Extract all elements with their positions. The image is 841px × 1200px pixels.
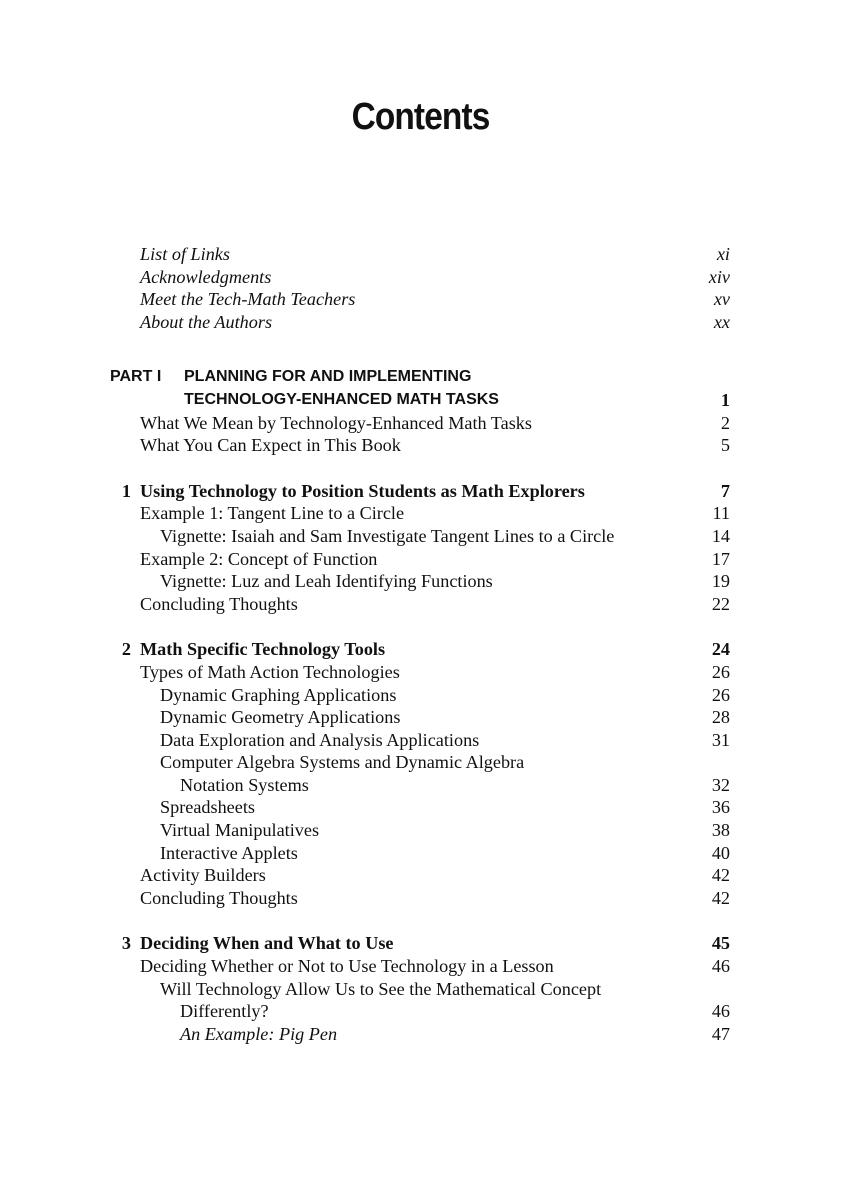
toc-entry bbox=[0, 548, 841, 571]
entry-page: 28 bbox=[711, 707, 730, 728]
toc-entry bbox=[0, 729, 841, 752]
entry-page: 14 bbox=[711, 525, 730, 546]
entry-page: 32 bbox=[711, 774, 730, 795]
entry-title: Vignette: Luz and Leah Identifying Functions bbox=[160, 571, 493, 592]
chapter-title: Math Specific Technology Tools bbox=[140, 639, 386, 660]
toc-entry bbox=[0, 502, 841, 525]
entry-title: Dynamic Graphing Applications bbox=[160, 684, 397, 705]
spacer bbox=[0, 333, 841, 366]
entry-title: Deciding Whether or Not to Use Technology in a Lesson bbox=[140, 956, 554, 977]
entry-page: 46 bbox=[711, 956, 730, 977]
entry-page: 46 bbox=[711, 1001, 730, 1022]
entry-title: Interactive Applets bbox=[160, 842, 298, 863]
toc-entry bbox=[0, 955, 841, 978]
toc-entry bbox=[0, 751, 841, 774]
entry-title: Differently? bbox=[180, 1001, 269, 1022]
toc-entry bbox=[0, 593, 841, 616]
entry-title: Example 1: Tangent Line to a Circle bbox=[140, 503, 405, 524]
entry-title: Meet the Tech-Math Teachers bbox=[140, 289, 356, 310]
entry-page: 36 bbox=[711, 797, 730, 818]
entry-title: Concluding Thoughts bbox=[140, 593, 298, 614]
toc-entry bbox=[0, 774, 841, 797]
entry-page: 31 bbox=[711, 729, 730, 750]
spacer bbox=[0, 909, 841, 932]
entry-page: 38 bbox=[711, 820, 730, 841]
entry-title: Virtual Manipulatives bbox=[160, 820, 320, 841]
toc-entry bbox=[0, 1000, 841, 1023]
spacer bbox=[0, 457, 841, 480]
chapter-heading bbox=[0, 638, 841, 661]
entry-title: What You Can Expect in This Book bbox=[140, 435, 401, 456]
toc-entry bbox=[0, 842, 841, 865]
toc-entry bbox=[0, 978, 841, 1001]
toc-entry bbox=[0, 1023, 841, 1046]
entry-page: 2 bbox=[720, 412, 730, 433]
chapter-number: 2 bbox=[121, 639, 131, 660]
toc-entry bbox=[0, 266, 841, 289]
toc-entry bbox=[0, 684, 841, 707]
entry-page: 5 bbox=[720, 435, 730, 456]
chapter-page: 45 bbox=[711, 933, 730, 954]
part-page: 1 bbox=[720, 389, 730, 410]
toc-entry bbox=[0, 706, 841, 729]
entry-page: 47 bbox=[711, 1023, 730, 1044]
entry-page: xx bbox=[713, 311, 730, 332]
entry-title: Vignette: Isaiah and Sam Investigate Tangent Lines to a Circle bbox=[160, 525, 615, 546]
entry-title: Example 2: Concept of Function bbox=[140, 548, 378, 569]
chapter-page: 24 bbox=[711, 639, 730, 660]
entry-title: Types of Math Action Technologies bbox=[140, 661, 400, 682]
entry-page: 26 bbox=[711, 684, 730, 705]
entry-title: An Example: Pig Pen bbox=[180, 1023, 338, 1044]
toc-entry bbox=[0, 525, 841, 548]
toc-entry bbox=[0, 864, 841, 887]
entry-page: 11 bbox=[712, 503, 730, 524]
entry-title: Spreadsheets bbox=[160, 797, 255, 818]
entry-title: Notation Systems bbox=[180, 774, 309, 795]
entry-page: 26 bbox=[711, 661, 730, 682]
table-of-contents bbox=[0, 243, 841, 1045]
entry-title: About the Authors bbox=[140, 311, 273, 332]
part-heading-line2 bbox=[0, 389, 841, 412]
chapter-page: 7 bbox=[720, 480, 730, 501]
spacer bbox=[0, 615, 841, 638]
toc-entry bbox=[0, 570, 841, 593]
part-heading bbox=[0, 366, 841, 389]
chapter-heading bbox=[0, 480, 841, 503]
page-title: Contents bbox=[351, 96, 490, 138]
entry-page: xiv bbox=[708, 266, 730, 287]
entry-title: Dynamic Geometry Applications bbox=[160, 707, 401, 728]
entry-title: Computer Algebra Systems and Dynamic Algebra bbox=[160, 752, 525, 773]
entry-title: Activity Builders bbox=[140, 865, 266, 886]
toc-entry bbox=[0, 661, 841, 684]
entry-title: Will Technology Allow Us to See the Mathematical Concept bbox=[160, 978, 602, 999]
entry-page: 19 bbox=[711, 571, 730, 592]
entry-page: 22 bbox=[711, 593, 730, 614]
chapter-title: Using Technology to Position Students as Math Explorers bbox=[140, 480, 585, 501]
toc-entry bbox=[0, 243, 841, 266]
entry-page: 17 bbox=[711, 548, 730, 569]
entry-title: List of Links bbox=[140, 244, 230, 264]
entry-page: 42 bbox=[711, 887, 730, 908]
chapter-number: 3 bbox=[121, 933, 131, 954]
entry-title: Concluding Thoughts bbox=[140, 887, 298, 908]
chapter-title: Deciding When and What to Use bbox=[140, 933, 394, 954]
toc-entry bbox=[0, 819, 841, 842]
entry-page: xv bbox=[713, 289, 730, 310]
entry-title: Acknowledgments bbox=[140, 266, 272, 287]
toc-entry bbox=[0, 311, 841, 334]
toc-entry bbox=[0, 288, 841, 311]
entry-page: 40 bbox=[711, 842, 730, 863]
entry-page: xi bbox=[716, 244, 730, 264]
chapter-number: 1 bbox=[121, 480, 131, 501]
toc-entry bbox=[0, 887, 841, 910]
chapter-heading bbox=[0, 932, 841, 955]
entry-page: 42 bbox=[711, 865, 730, 886]
part-title-line1: PLANNING FOR AND IMPLEMENTING bbox=[184, 368, 472, 386]
entry-title: Data Exploration and Analysis Applications bbox=[160, 729, 480, 750]
part-label: PART I bbox=[110, 368, 162, 386]
toc-entry bbox=[0, 796, 841, 819]
toc-entry bbox=[0, 434, 841, 457]
part-title-line2: TECHNOLOGY-ENHANCED MATH TASKS bbox=[184, 390, 499, 408]
toc-entry bbox=[0, 412, 841, 435]
entry-title: What We Mean by Technology-Enhanced Math Tasks bbox=[140, 412, 532, 433]
